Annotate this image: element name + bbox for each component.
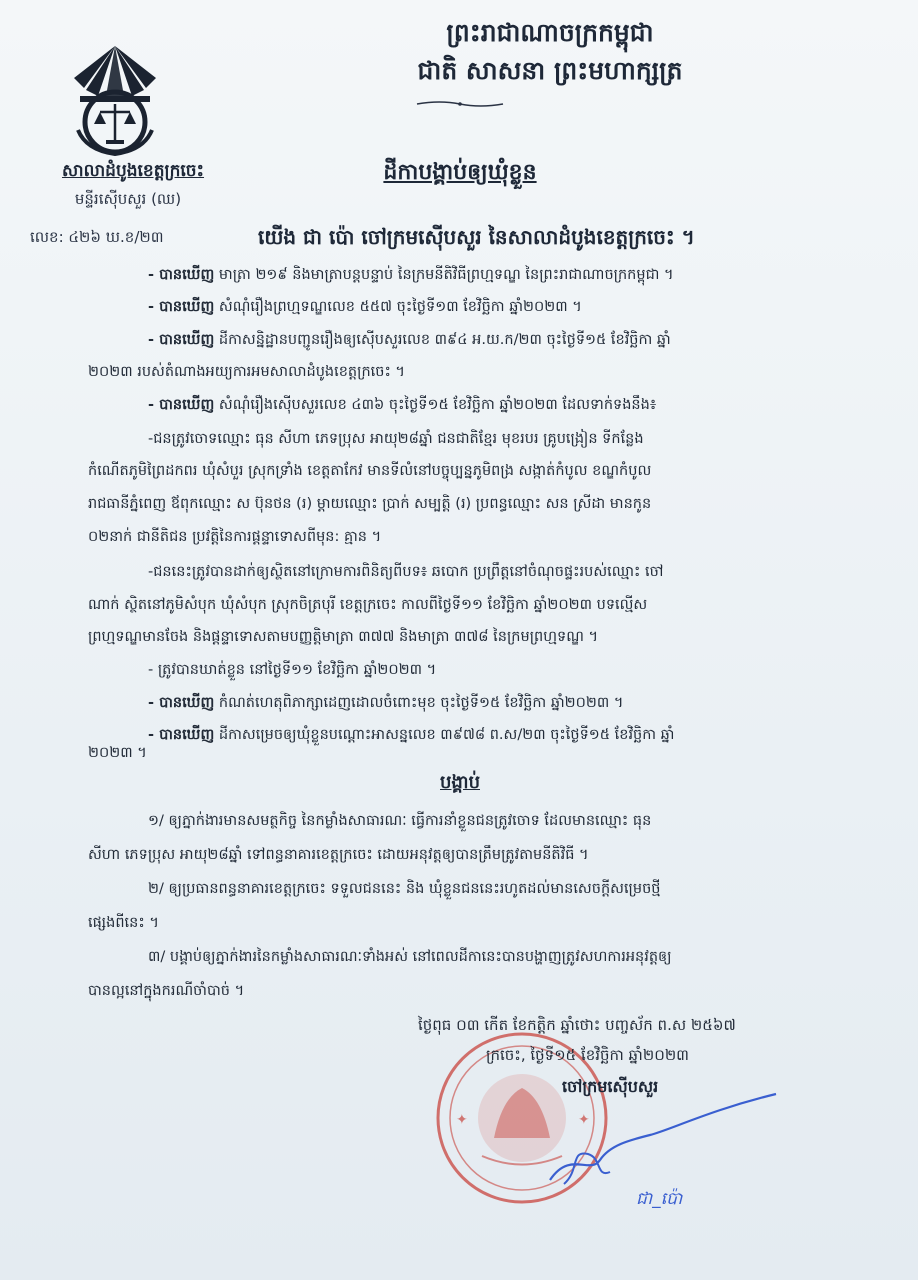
accused-line-4: ០២នាក់ ជានីតិជន ប្រវត្តិនៃការផ្ដន្ទាទោសពីមុន: គ្មាន ។ [88,529,382,545]
kingdom-heading: ព្រះរាជាណាចក្រកម្ពុជា [446,18,654,47]
charge-line-2: ណាក់ ស្ថិតនៅភូមិសំបុក ឃុំសំបុក ស្រុកចិត្របុរី ខេត្តក្រចេះ កាលពីថ្ងៃទី១១ ខែវិច្ឆិកា ឆ្នាំ២០២៣ បទល្មើស [88,597,648,613]
charge-line-3: ព្រហ្មទណ្ឌមានចែង និងផ្ដន្ទាទោសតាមបញ្ញត្តិមាត្រា ៣៧៧ និងមាត្រា ៣៧៨ នៃក្រមព្រហ្មទណ្ឌ ។ [88,629,599,645]
accused-line-3: រាជធានីភ្នំពេញ ឪពុកឈ្មោះ ស ប៊ុនថន (រ) ម្ដាយឈ្មោះ ប្រាក់ សម្បត្តិ (រ) ប្រពន្ធឈ្មោះ សន ស្រីដា មានកូន [88,496,652,512]
consideration-3: - បានឃើញ ដីកាសន្និដ្ឋានបញ្ជូនរឿងឲ្យស៊ើបសួរលេខ ៣៩៤ អ.យ.ក/២៣ ចុះថ្ងៃទី១៥ ខែវិច្ឆិកា ឆ្នាំ [148,332,671,348]
place-date: ក្រចេះ, ថ្ងៃទី១៥ ខែវិច្ឆិកា ឆ្នាំ២០២៣ [486,1046,689,1064]
consideration-4: - បានឃើញ សំណុំរឿងស៊ើបសួរលេខ ៤៣៦ ចុះថ្ងៃទី១៥ ខែវិច្ឆិកា ឆ្នាំ២០២៣ ដែលទាក់ទងនឹង៖ [148,397,657,413]
order-1-line-2: សីហា ភេទប្រុស អាយុ២៨ឆ្នាំ ទៅពន្ធនាគារខេត្តក្រចេះ ដោយអនុវត្តឲ្យបានត្រឹមត្រូវតាមនីតិវិធី ។ [88,847,589,863]
consideration-3-cont: ២០២៣ របស់តំណាងអយ្យការអមសាលាដំបូងខេត្តក្រចេះ ។ [88,364,405,380]
consideration-6-cont: ២០២៣ ។ [88,745,147,761]
lunar-date: ថ្ងៃពុធ ០៣ កើត ខែកត្តិក ឆ្នាំថោះ បញ្ចស័ក ព.ស ២៥៦៧ [418,1016,736,1034]
arrest-line: - ត្រូវបានឃាត់ខ្លួន នៅថ្ងៃទី១១ ខែវិច្ឆិកា ឆ្នាំ២០២៣ ។ [148,662,437,678]
order-heading: បង្គាប់ [440,772,480,793]
national-motto: ជាតិ សាសនា ព្រះមហាក្សត្រ [417,56,683,85]
court-emblem-icon [66,38,164,156]
consideration-6: - បានឃើញ ដីកាសម្រេចឲ្យឃុំខ្លួនបណ្ដោះអាសន្នលេខ ៣៩៧៨ ព.ស/២៣ ចុះថ្ងៃទី១៥ ខែវិច្ឆិកា ឆ្នាំ [148,727,675,743]
order-2-line-1: ២/ ឲ្យប្រធានពន្ធនាគារខេត្តក្រចេះ ទទួលជននេះ និង ឃុំខ្លួនជននេះរហូតដល់មានសេចក្ដីសម្រេចថ្មី [148,881,661,897]
consideration-2: - បានឃើញ សំណុំរឿងព្រហ្មទណ្ឌលេខ ៥៥៧ ចុះថ្ងៃទី១៣ ខែវិច្ឆិកា ឆ្នាំ២០២៣ ។ [148,299,582,315]
accused-line-1: -ជនត្រូវចោទឈ្មោះ ធុន សីហា ភេទប្រុស អាយុ២៨ឆ្នាំ ជនជាតិខ្មែរ មុខរបរ គ្រូបង្រៀន ទីកន្លែង [148,431,644,447]
office-name: មន្ទីរស៊ើបសួរ (ឈ) [74,190,182,208]
reference-number: លេខ: ៤២៦ ឃ.ខ/២៣ [30,228,164,246]
order-1-line-1: ១/ ឲ្យភ្នាក់ងារមានសមត្ថកិច្ច នៃកម្លាំងសាធារណៈ ធ្វើការនាំខ្លួនជនត្រូវចោទ ដែលមានឈ្មោះ ធុន [148,813,652,829]
signatory-title: ចៅក្រមស៊ើបសួរ [562,1077,659,1096]
court-name: សាលាដំបូងខេត្តក្រចេះ [61,161,205,181]
accused-line-2: កំណើតភូមិព្រៃដកពរ ឃុំសំបួរ ស្រុកទ្រាំង ខេត្តតាកែវ មានទីលំនៅបច្ចុប្បន្នភូមិពង្រ សង្កាត់កំបូល ខណ្ឌកំបូល [88,463,652,479]
consideration-1: - បានឃើញ មាត្រា ២១៩ និងមាត្រាបន្តបន្ទាប់ នៃក្រមនីតិវិធីព្រហ្មទណ្ឌ នៃព្រះរាជាណាចក្រកម្ពុជា ។ [148,267,674,283]
judge-statement: យើង ជា ប៉ោ ចៅក្រមស៊ើបសួរ នៃសាលាដំបូងខេត្តក្រចេះ ។ [258,225,695,249]
document-title: ដីកាបង្គាប់ឲ្យឃុំខ្លួន [383,160,537,185]
ornament-divider [415,100,505,108]
order-2-line-2: ផ្សេងពីនេះ ។ [88,915,159,931]
svg-text:✦: ✦ [578,1112,590,1128]
order-3-line-2: បានល្អនៅក្នុងករណីចាំបាច់ ។ [88,983,245,999]
consideration-5: - បានឃើញ កំណត់ហេតុពិភាក្សាដេញដោលចំពោះមុខ ចុះថ្ងៃទី១៥ ខែវិច្ឆិកា ឆ្នាំ២០២៣ ។ [148,695,624,711]
order-3-line-1: ៣/ បង្គាប់ឲ្យភ្នាក់ងារនៃកម្លាំងសាធារណៈទាំងអស់ នៅពេលដីកានេះបានបង្ហាញត្រូវសហការអនុវត្តឲ្យ [148,949,672,965]
svg-text:✦: ✦ [456,1112,468,1128]
signatory-name: ជា_ប៉ោ [636,1189,683,1209]
charge-line-1: -ជននេះត្រូវបានដាក់ឲ្យស្ថិតនៅក្រោមការពិនិត្យពីបទ៖ ឆបោក ប្រព្រឹត្តនៅចំណុចផ្ទះរបស់ឈ្មោះ ចៅ [148,564,664,580]
